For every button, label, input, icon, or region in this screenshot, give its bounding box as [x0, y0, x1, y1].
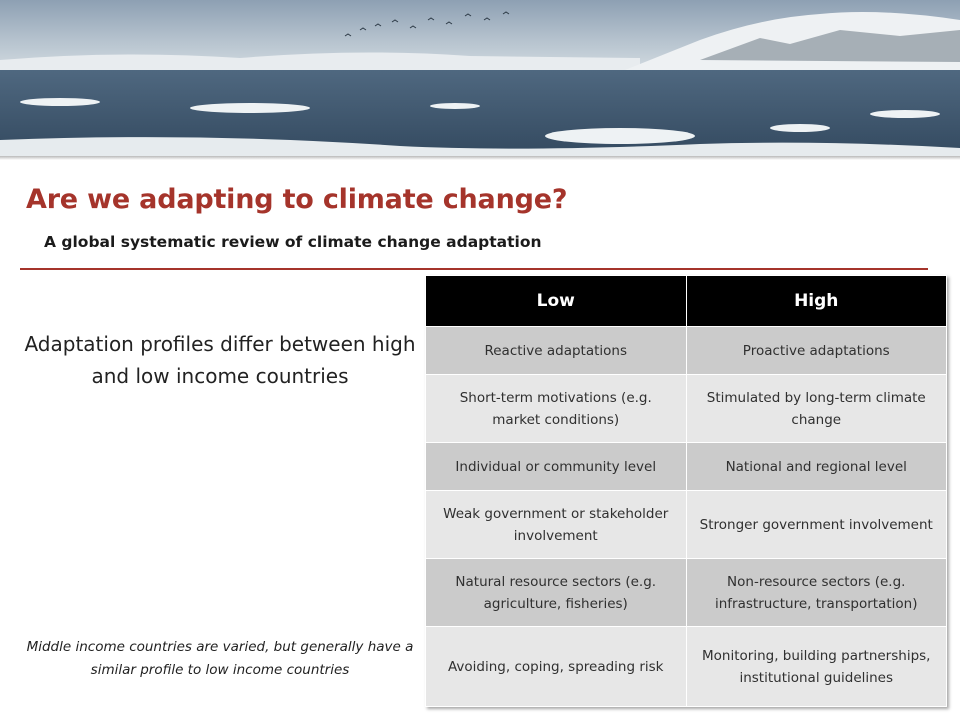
cell-high: Stronger government involvement	[686, 491, 947, 559]
lead-text: Adaptation profiles differ between high and low income countries	[24, 332, 416, 388]
slide-title: Are we adapting to climate change?	[26, 184, 568, 215]
slide-subtitle: A global systematic review of climate change adaptation	[44, 233, 542, 251]
table-row	[426, 559, 947, 627]
cell-low: Weak government or stakeholder involvement	[426, 491, 687, 559]
cell-high: Stimulated by long-term climate change	[686, 375, 947, 443]
table-row	[426, 627, 947, 707]
cell-high: Non-resource sectors (e.g. infrastructure, transportation)	[686, 559, 947, 627]
cell-high: National and regional level	[686, 443, 947, 491]
footnote-text: Middle income countries are varied, but generally have a similar profile to low income countries	[26, 639, 414, 678]
table-header-row	[426, 276, 947, 327]
title-divider	[20, 268, 928, 270]
table-row	[426, 375, 947, 443]
cell-low: Short-term motivations (e.g. market conditions)	[426, 375, 687, 443]
cell-low: Natural resource sectors (e.g. agriculture, fisheries)	[426, 559, 687, 627]
header-banner-image	[0, 0, 960, 158]
banner-shadow	[0, 156, 960, 160]
cell-low: Reactive adaptations	[426, 327, 687, 375]
table-row	[426, 443, 947, 491]
cell-low: Avoiding, coping, spreading risk	[426, 627, 687, 707]
table-row	[426, 491, 947, 559]
table-row	[426, 327, 947, 375]
cell-low: Individual or community level	[426, 443, 687, 491]
header-high: High	[686, 276, 947, 327]
header-low: Low	[426, 276, 687, 327]
comparison-table	[425, 275, 947, 707]
cell-high: Proactive adaptations	[686, 327, 947, 375]
cell-high: Monitoring, building partnerships, institutional guidelines	[686, 627, 947, 707]
